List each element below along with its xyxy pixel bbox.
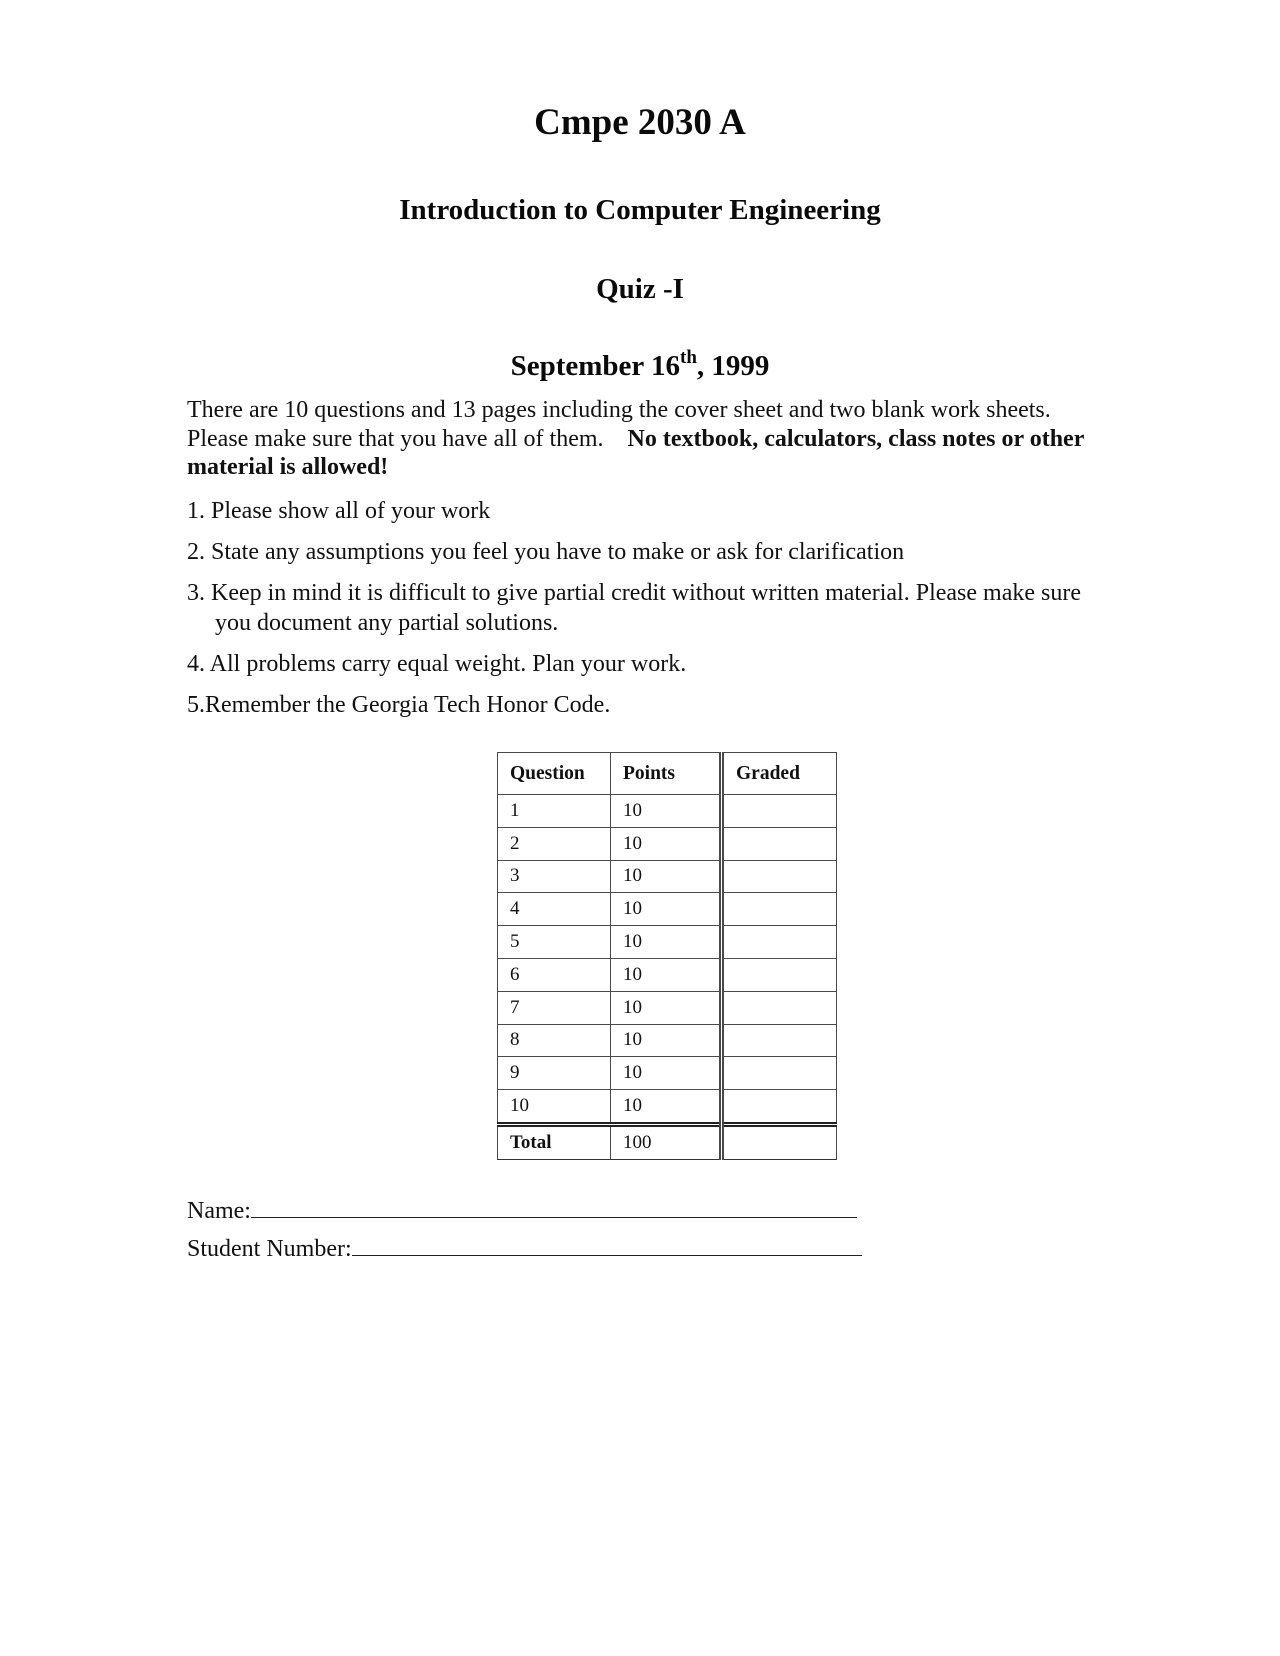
graded-cell (722, 1090, 837, 1125)
exam-date (0, 348, 1280, 384)
student-number-field (187, 1233, 862, 1264)
date-month-day: September 16 (510, 350, 680, 382)
name-blank[interactable] (251, 1195, 857, 1218)
table-row (498, 1057, 837, 1090)
date-year: , 1999 (696, 350, 770, 382)
graded-cell (722, 926, 837, 959)
question-points: 10 (611, 958, 722, 991)
question-number: 6 (498, 958, 611, 991)
question-points: 10 (611, 893, 722, 926)
question-points: 10 (611, 1057, 722, 1090)
graded-cell (722, 958, 837, 991)
table-row (498, 795, 837, 828)
instruction-item: 5.Remember the Georgia Tech Honor Code. (187, 692, 611, 718)
question-points: 10 (611, 991, 722, 1024)
question-number: 9 (498, 1057, 611, 1090)
instruction-item: 4. All problems carry equal weight. Plan your work. (187, 651, 687, 677)
course-name: Introduction to Computer Engineering (399, 194, 881, 226)
score-table (497, 752, 837, 1160)
header-question: Question (498, 753, 611, 795)
total-graded-cell (722, 1124, 837, 1159)
graded-cell (722, 893, 837, 926)
question-number: 5 (498, 926, 611, 959)
name-field (187, 1195, 857, 1226)
instruction-item: 2. State any assumptions you feel you have to make or ask for clarification (187, 539, 905, 565)
table-row (498, 893, 837, 926)
header-graded: Graded (722, 753, 837, 795)
course-title: Cmpe 2030 A (534, 102, 746, 143)
table-row (498, 991, 837, 1024)
question-number: 4 (498, 893, 611, 926)
name-label: Name: (187, 1198, 251, 1224)
graded-cell (722, 1024, 837, 1057)
graded-cell (722, 860, 837, 893)
table-row (498, 860, 837, 893)
instruction-item: 1. Please show all of your work (187, 498, 491, 524)
intro-warning: No textbook, calculators, class notes or other material is allowed! (187, 425, 1084, 480)
total-label: Total (498, 1124, 611, 1159)
total-row (498, 1124, 837, 1159)
question-number: 8 (498, 1024, 611, 1057)
graded-cell (722, 1057, 837, 1090)
question-points: 10 (611, 1090, 722, 1125)
student-number-blank[interactable] (352, 1233, 862, 1256)
date-suffix: th (680, 347, 697, 368)
table-row (498, 1024, 837, 1057)
instruction-item: 3. Keep in mind it is difficult to give partial credit without written material. Please make sure you document any partial solutions. (187, 580, 1081, 636)
intro-text: There are 10 questions and 13 pages including the cover sheet and two blank work sheets. Please make sure that you have all of them. (187, 397, 1051, 452)
student-number-label: Student Number: (187, 1236, 352, 1262)
question-number: 7 (498, 991, 611, 1024)
question-number: 2 (498, 827, 611, 860)
table-header-row (498, 753, 837, 795)
question-points: 10 (611, 926, 722, 959)
question-points: 10 (611, 1024, 722, 1057)
table-row (498, 827, 837, 860)
graded-cell (722, 795, 837, 828)
question-points: 10 (611, 827, 722, 860)
question-points: 10 (611, 860, 722, 893)
table-row (498, 1090, 837, 1125)
exam-name: Quiz -I (596, 273, 684, 305)
table-row (498, 958, 837, 991)
question-number: 3 (498, 860, 611, 893)
intro-paragraph (187, 396, 1117, 482)
question-number: 10 (498, 1090, 611, 1125)
graded-cell (722, 827, 837, 860)
table-row (498, 926, 837, 959)
question-points: 10 (611, 795, 722, 828)
instructions-list (187, 496, 1117, 731)
header-points: Points (611, 753, 722, 795)
total-points: 100 (611, 1124, 722, 1159)
graded-cell (722, 991, 837, 1024)
question-number: 1 (498, 795, 611, 828)
